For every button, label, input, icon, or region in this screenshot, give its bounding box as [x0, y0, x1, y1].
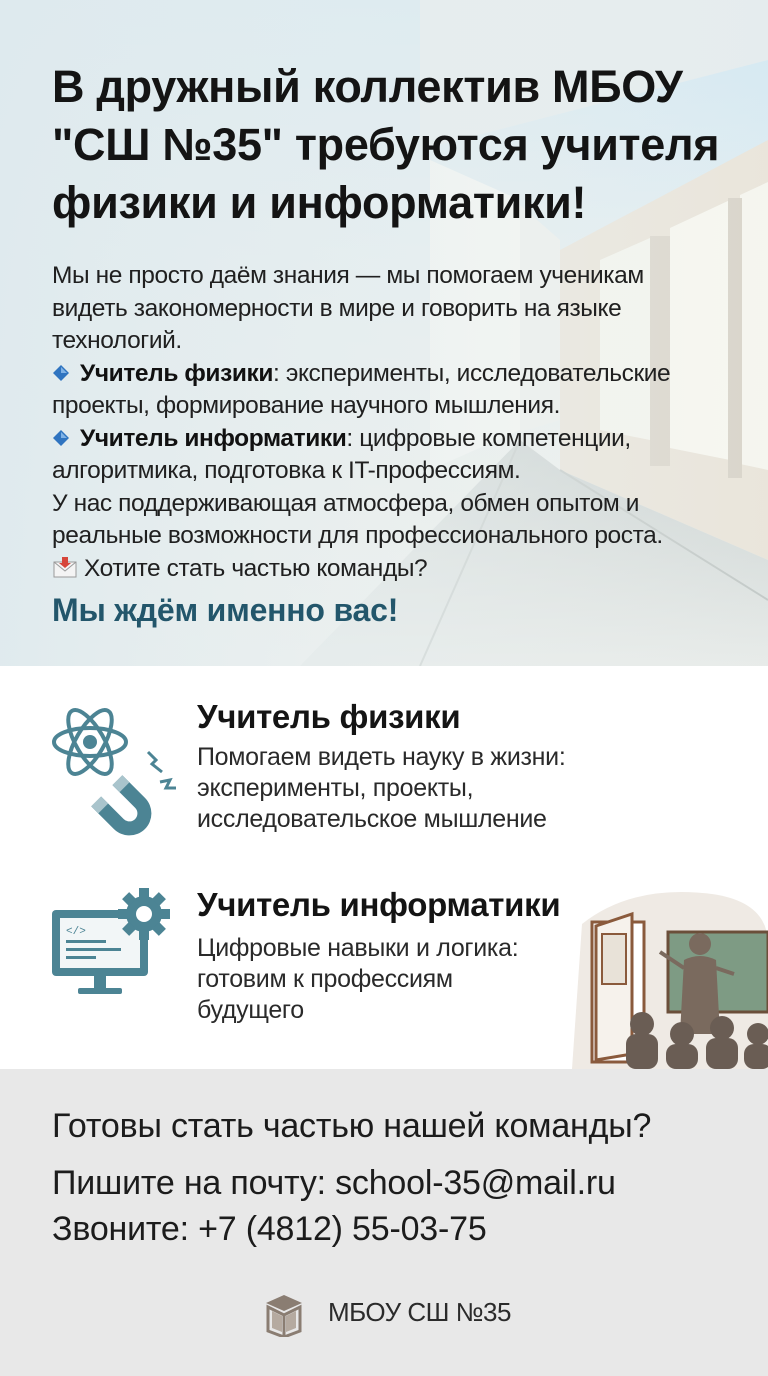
page-title	[52, 58, 752, 232]
desc-line: исследовательское мышление	[197, 805, 547, 833]
atmosphere-line: реальные возможности для профессионального роста.	[52, 522, 663, 549]
envelope-icon	[52, 557, 78, 579]
join-question-text: Хотите стать частью команды?	[84, 554, 428, 582]
role-title-informatics: Учитель информатики	[197, 886, 561, 923]
informatics-label: Учитель информатики	[80, 424, 347, 452]
physics-label: Учитель физики	[80, 359, 274, 387]
desc-line: Цифровые навыки и логика:	[197, 934, 519, 962]
desc-line: готовим к профессиям	[197, 965, 453, 993]
book-graduation-cap-icon	[262, 1293, 306, 1337]
school-logo-text: МБОУ СШ №35	[328, 1297, 511, 1327]
atmosphere-line: У нас поддерживающая атмосфера, обмен опытом и	[52, 489, 640, 517]
role-title-physics: Учитель физики	[197, 698, 461, 735]
desc-line: эксперименты, проекты,	[197, 774, 474, 802]
title-line: физики и информатики!	[52, 177, 587, 228]
contact-question: Готовы стать частью нашей команды?	[52, 1107, 652, 1145]
blue-diamond-icon	[52, 429, 70, 447]
classroom-illustration	[572, 884, 768, 1069]
physics-bullet	[52, 358, 762, 391]
atom-magnet-icon	[48, 702, 178, 862]
svg-text:</>: </>	[66, 926, 86, 938]
desc-line: будущего	[197, 996, 304, 1024]
informatics-text: : цифровые компетенции,	[346, 424, 631, 452]
computer-gear-icon	[48, 888, 178, 1008]
physics-text: : эксперименты, исследовательские	[273, 359, 671, 387]
join-question	[52, 553, 762, 586]
informatics-text-cont: алгоритмика, подготовка к IT-профессиям.	[52, 457, 521, 484]
hero-description	[52, 260, 762, 585]
contact-section	[0, 1069, 768, 1376]
role-desc-informatics	[197, 933, 637, 1026]
blue-diamond-icon	[52, 364, 70, 382]
intro-line: технологий.	[52, 327, 182, 354]
title-line: "СШ №35" требуются учителя	[52, 119, 720, 170]
desc-line: Помогаем видеть науку в жизни:	[197, 743, 566, 771]
contact-phone[interactable]: Звоните: +7 (4812) 55-03-75	[52, 1210, 487, 1248]
intro-line: видеть закономерности в мире и говорить на языке	[52, 294, 622, 322]
call-to-action: Мы ждём именно вас!	[52, 592, 399, 628]
hero-section	[0, 0, 768, 666]
role-desc-physics	[197, 742, 637, 835]
physics-text-cont: проекты, формирование научного мышления.	[52, 392, 560, 419]
contact-email[interactable]: Пишите на почту: school-35@mail.ru	[52, 1164, 616, 1202]
title-line: В дружный коллектив МБОУ	[52, 61, 683, 112]
roles-section	[0, 666, 768, 1069]
informatics-bullet	[52, 423, 762, 456]
intro-line: Мы не просто даём знания — мы помогаем ученикам	[52, 262, 644, 289]
